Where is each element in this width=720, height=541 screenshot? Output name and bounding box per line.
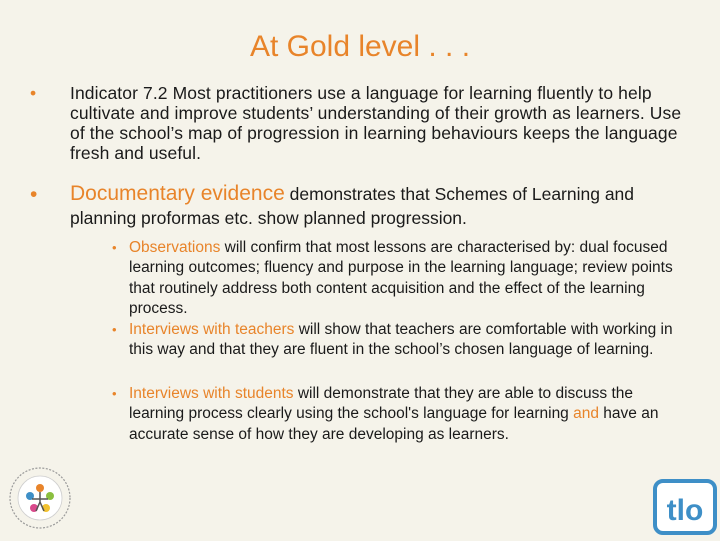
- bullet-text: [70, 182, 700, 230]
- body-text: have an accurate sense of how they are developing as learners.: [129, 405, 659, 443]
- bullet-marker: •: [30, 83, 37, 103]
- bullet-marker: •: [112, 240, 117, 255]
- bullet-indicator: [30, 83, 690, 163]
- body-text: demonstrates that Schemes of Learning and planning proformas etc. show planned progression.: [70, 184, 635, 228]
- tlo-logo-icon: [652, 478, 718, 536]
- bullet-documentary-evidence: [30, 182, 700, 230]
- learning-quality-mark-icon: [8, 466, 72, 530]
- bullet-marker: •: [30, 183, 38, 206]
- highlight-and: and: [573, 405, 599, 423]
- bullet-marker: •: [112, 322, 117, 337]
- sub-bullet-students: [112, 384, 692, 445]
- body-text: will show that teachers are comfortable with working in this way and that they are fluent in the school’s chosen language of learning.: [129, 321, 673, 359]
- highlight-text: Interviews with students: [129, 385, 294, 402]
- bullet-marker: •: [112, 386, 117, 401]
- body-text: will confirm that most lessons are characterised by: dual focused learning outcomes; fluency and purpose in the learning language; review points that routinely address both content acquisition and the effect of the learning process.: [129, 239, 673, 317]
- highlight-text: Observations: [129, 239, 221, 256]
- sub-bullet-observations: [112, 238, 692, 319]
- sub-bullet-teachers: [112, 320, 692, 361]
- highlight-text: Documentary evidence: [70, 182, 285, 205]
- logo-text: tlo: [666, 494, 704, 527]
- highlight-text: Interviews with teachers: [129, 321, 295, 338]
- slide-title: At Gold level . . .: [249, 30, 471, 63]
- bullet-text: Indicator 7.2 Most practitioners use a language for learning fluently to help cultivate and improve students’ understanding of their growth as learners. Use of the school’s map of progression in learning behaviours keeps the language fresh and useful.: [70, 83, 682, 163]
- body-text: will demonstrate that they are able to discuss the learning process clearly using the school's language for learning: [129, 385, 634, 423]
